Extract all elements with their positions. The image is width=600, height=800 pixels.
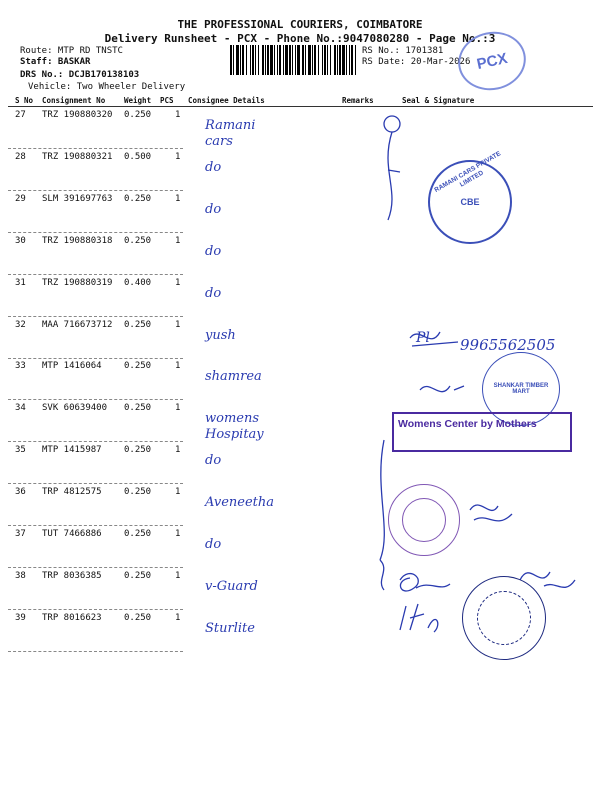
document-title: THE PROFESSIONAL COURIERS, COIMBATORE (177, 18, 423, 31)
row-divider (8, 316, 183, 317)
barcode-bar (230, 45, 232, 75)
row-consignee: do (205, 201, 222, 217)
col-remarks: Remarks (342, 96, 374, 105)
row-pcs: 1 (175, 110, 181, 120)
barcode-bar (267, 45, 269, 75)
row-pcs: 1 (175, 235, 181, 246)
barcode-bar (262, 45, 264, 75)
barcode-bar (297, 45, 300, 75)
barcode-bar (349, 45, 350, 75)
row-divider (8, 609, 183, 610)
row-pcs: 1 (175, 193, 181, 204)
row-weight: 0.250 (124, 570, 152, 581)
row-consignee: do (205, 159, 222, 175)
row-divider (8, 358, 183, 359)
row-weight: 0.250 (124, 529, 152, 539)
row-pcs: 1 (175, 403, 181, 414)
round-seal (388, 484, 460, 556)
row-sno: 38 (15, 570, 26, 581)
drs-number: DRS No.: DCJB170138103 (20, 70, 140, 80)
row-consignment-no: TRZ 190880319 (42, 277, 113, 288)
barcode-bar (265, 45, 266, 75)
row-divider (8, 148, 183, 149)
row-consignee: Ramani cars (205, 118, 256, 149)
barcode-bar (236, 45, 239, 75)
barcode-bar (246, 45, 247, 75)
barcode-bar (305, 45, 306, 75)
row-pcs: 1 (175, 612, 181, 623)
barcode-bar (314, 45, 316, 75)
row-sno: 34 (15, 403, 26, 414)
womens-center-stamp: Womens Center by Mothers (392, 412, 572, 452)
round-seal-inner (402, 498, 446, 542)
barcode-bar (337, 45, 338, 75)
document-subtitle: Delivery Runsheet - PCX - Phone No.:9047080280 - Page No.:3 (104, 32, 496, 45)
row-consignee: v-Guard (205, 578, 258, 594)
col-seal-signature: Seal & Signature (402, 96, 475, 105)
row-pcs: 1 (175, 277, 181, 288)
staff-label: Staff: BASKAR (20, 57, 91, 67)
row-sno: 30 (15, 235, 26, 246)
bottom-seal (462, 576, 546, 660)
barcode-bar (330, 45, 331, 75)
pcx-stamp: PCX (453, 26, 532, 97)
row-sno: 32 (15, 319, 26, 330)
row-weight: 0.250 (124, 612, 152, 623)
remark-handwritten: Pl (416, 330, 430, 346)
row-weight: 0.250 (124, 319, 152, 330)
col-weight: Weight (124, 96, 152, 105)
row-sno: 29 (15, 193, 26, 204)
row-consignment-no: TRP 4812575 (42, 487, 102, 498)
barcode-bar (334, 45, 336, 75)
bottom-seal-inner (477, 591, 531, 645)
row-consignee: womens Hospitay (205, 411, 264, 443)
row-divider (8, 399, 183, 400)
row-consignment-no: MTP 1415987 (42, 445, 102, 456)
row-divider (8, 567, 183, 568)
row-consignee: Sturlite (205, 620, 255, 636)
row-consignment-no: TUT 7466886 (42, 529, 102, 539)
row-consignee: do (205, 285, 222, 301)
barcode-bar (270, 45, 273, 75)
row-divider (8, 274, 183, 275)
route-label: Route: MTP RD TNSTC (20, 46, 123, 56)
row-consignee: do (205, 243, 222, 259)
barcode-bar (233, 45, 234, 75)
barcode-bar (308, 45, 311, 75)
barcode-bar (327, 45, 328, 75)
row-consignment-no: SVK 60639400 (42, 403, 108, 414)
row-sno: 31 (15, 277, 26, 288)
row-consignee: yush (205, 327, 236, 343)
phone-note: 9965562505 (460, 336, 556, 354)
row-consignee: do (205, 453, 222, 469)
col-consignment: Consignment No (42, 96, 106, 105)
row-consignment-no: TRZ 190880321 (42, 151, 113, 162)
row-weight: 0.250 (124, 110, 152, 120)
barcode-bar (346, 45, 347, 75)
row-consignment-no: TRP 8036385 (42, 570, 102, 581)
barcode (230, 45, 358, 75)
barcode-bar (250, 45, 251, 75)
barcode-bar (342, 45, 345, 75)
row-weight: 0.250 (124, 361, 152, 372)
row-consignment-no: MTP 1416064 (42, 361, 102, 372)
row-pcs: 1 (175, 445, 181, 456)
barcode-bar (283, 45, 284, 75)
barcode-bar (242, 45, 244, 75)
row-pcs: 1 (175, 570, 181, 581)
row-sno: 28 (15, 151, 26, 162)
row-divider (8, 651, 183, 652)
rs-number: RS No.: 1701381 (362, 46, 444, 56)
row-divider (8, 525, 183, 526)
row-consignment-no: TRZ 190880320 (42, 110, 113, 120)
row-weight: 0.250 (124, 487, 152, 498)
barcode-bar (258, 45, 259, 75)
barcode-bar (339, 45, 341, 75)
barcode-bar (302, 45, 304, 75)
barcode-bar (318, 45, 319, 75)
header-rule (8, 106, 593, 107)
row-consignee: shamrea (205, 369, 262, 385)
col-consignee: Consignee Details (188, 96, 265, 105)
row-pcs: 1 (175, 151, 181, 162)
row-weight: 0.250 (124, 235, 152, 246)
barcode-bar (252, 45, 254, 75)
row-divider (8, 483, 183, 484)
row-pcs: 1 (175, 529, 181, 539)
row-consignment-no: TRZ 190880318 (42, 235, 113, 246)
row-divider (8, 232, 183, 233)
rs-date: RS Date: 20-Mar-2026 (362, 57, 471, 67)
row-sno: 35 (15, 445, 26, 456)
col-pcs: PCS (160, 96, 174, 105)
row-consignee: do (205, 537, 222, 552)
row-pcs: 1 (175, 319, 181, 330)
barcode-bar (274, 45, 275, 75)
barcode-bar (322, 45, 323, 75)
row-divider (8, 190, 183, 191)
barcode-bar (279, 45, 281, 75)
row-sno: 27 (15, 110, 26, 120)
row-weight: 0.250 (124, 403, 152, 414)
row-weight: 0.250 (124, 193, 152, 204)
barcode-bar (277, 45, 278, 75)
row-consignment-no: TRP 8016623 (42, 612, 102, 623)
row-divider (8, 441, 183, 442)
barcode-bar (240, 45, 241, 75)
row-sno: 33 (15, 361, 26, 372)
row-sno: 36 (15, 487, 26, 498)
row-consignment-no: MAA 716673712 (42, 319, 113, 330)
barcode-bar (351, 45, 353, 75)
col-sno: S No (15, 96, 34, 105)
barcode-bar (292, 45, 293, 75)
row-sno: 39 (15, 612, 26, 623)
barcode-bar (255, 45, 256, 75)
barcode-bar (289, 45, 291, 75)
row-weight: 0.500 (124, 151, 152, 162)
row-consignee: Aveneetha (205, 495, 275, 511)
barcode-bar (295, 45, 296, 75)
shankar-seal-text: SHANKAR TIMBER MART (493, 383, 549, 395)
row-weight: 0.400 (124, 277, 152, 288)
barcode-bar (355, 45, 356, 75)
ramani-seal-text: RAMANI CARS PRIVATE LIMITED (433, 150, 503, 194)
barcode-bar (312, 45, 313, 75)
row-pcs: 1 (175, 361, 181, 372)
ramani-cars-seal (428, 150, 512, 244)
vehicle-label: Vehicle: Two Wheeler Delivery (28, 82, 186, 92)
barcode-bar (285, 45, 288, 75)
ramani-seal-center: CBE (460, 197, 480, 207)
row-weight: 0.250 (124, 445, 152, 456)
barcode-bar (324, 45, 326, 75)
row-sno: 37 (15, 529, 26, 539)
row-pcs: 1 (175, 487, 181, 498)
row-consignment-no: SLM 391697763 (42, 193, 113, 204)
